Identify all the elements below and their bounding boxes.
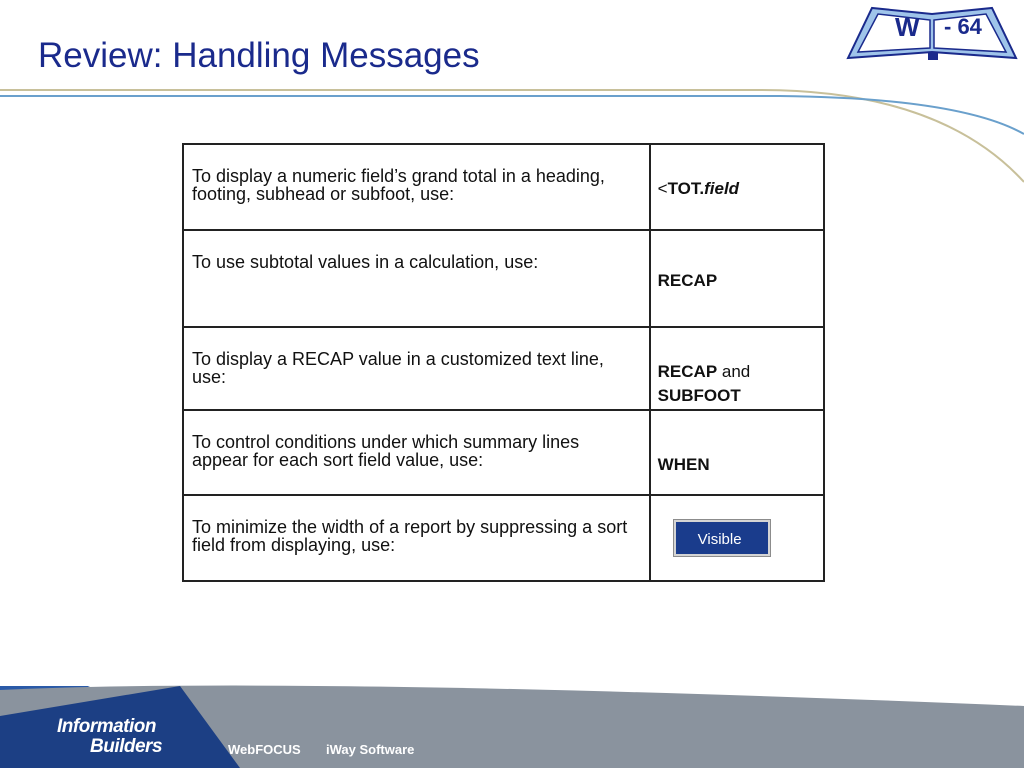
row-description: To display a numeric field’s grand total in a heading, footing, subhead or subfoot, use: (192, 166, 605, 204)
slide-title: Review: Handling Messages (38, 36, 480, 75)
table-row (183, 495, 824, 581)
value-keyword: RECAP (657, 362, 718, 381)
table-row (183, 410, 824, 495)
company-logo-line2: Builders (90, 736, 163, 757)
visible-button-image: Visible (674, 520, 770, 556)
page-number: - 64 (944, 14, 982, 39)
badge-letter: W (895, 12, 920, 42)
table-row (183, 230, 824, 327)
table-row (183, 327, 824, 410)
row-description: To display a RECAP value in a customized text line, use: (192, 349, 604, 387)
book-icon (844, 2, 1020, 62)
value-plain: and (717, 362, 751, 381)
value-keyword: WHEN (657, 455, 710, 474)
company-logo: Information (57, 716, 156, 737)
value-keyword: RECAP (657, 271, 718, 290)
value-keyword: TOT. (667, 179, 705, 198)
row-description: To use subtotal values in a calculation, use: (192, 252, 539, 272)
footer-link-webfocus: WebFOCUS (228, 742, 301, 757)
footer-link-iway: iWay Software (326, 742, 415, 757)
summary-table (182, 143, 825, 582)
row-description: To minimize the width of a report by suppressing a sort field from displaying, use: (192, 517, 628, 555)
value-prefix: < (657, 179, 668, 198)
value-keyword-2: SUBFOOT (657, 386, 741, 405)
value-italic: field (704, 179, 740, 198)
table-row (183, 144, 824, 230)
row-description: To control conditions under which summary lines appear for each sort field value, use: (192, 432, 580, 470)
